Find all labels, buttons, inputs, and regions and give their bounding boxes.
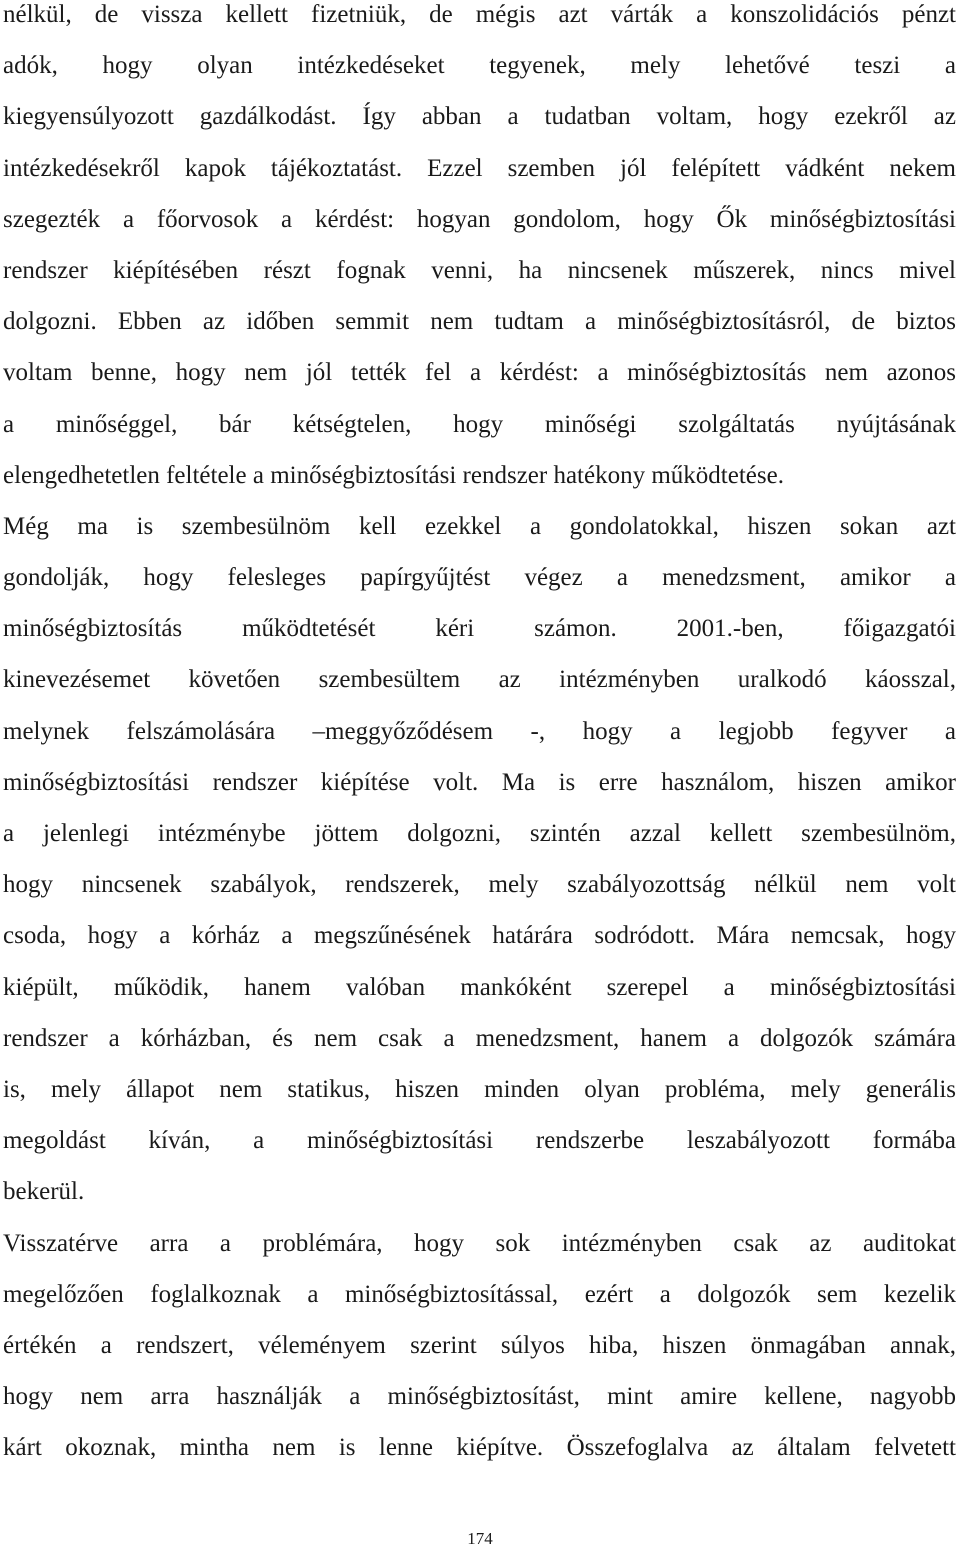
text-line: csoda, hogy a kórház a megszűnésének határára sodródott. Mára nemcsak, hogy xyxy=(3,922,956,950)
text-line: rendszer kiépítésében részt fognak venni, ha nincsenek műszerek, nincs mivel xyxy=(3,256,956,284)
text-line: nélkül, de vissza kellett fizetniük, de mégis azt várták a konszolidációs pénzt xyxy=(3,1,956,28)
text-line: kiépült, működik, hanem valóban mankóként szerepel a minőségbiztosítási xyxy=(3,973,956,1001)
text-line: megoldást kíván, a minőségbiztosítási rendszerbe leszabályozott formába xyxy=(3,1127,956,1155)
text-line: Még ma is szembesülnöm kell ezekkel a gondolatokkal, hiszen sokan azt xyxy=(3,512,956,540)
page-number: 174 xyxy=(467,1529,493,1548)
text-line: kiegyensúlyozott gazdálkodást. Így abban a tudatban voltam, hogy ezekről az xyxy=(3,103,956,131)
text-line: intézkedésekről kapok tájékoztatást. Ezzel szemben jól felépített vádként nekem xyxy=(3,154,956,182)
body-text xyxy=(3,0,956,1473)
text-line: kárt okoznak, mintha nem is lenne kiépítve. Összefoglalva az általam felvetett xyxy=(3,1434,956,1462)
text-line: elengedhetetlen feltétele a minőségbiztosítási rendszer hatékony működtetése. xyxy=(3,461,784,489)
text-line: melynek felszámolására –meggyőződésem -, hogy a legjobb fegyver a xyxy=(3,717,956,745)
text-line: rendszer a kórházban, és nem csak a menedzsment, hanem a dolgozók számára xyxy=(3,1024,956,1052)
text-line: a jelenlegi intézménybe jöttem dolgozni, szintén azzal kellett szembesülnöm, xyxy=(3,820,956,847)
text-line: adók, hogy olyan intézkedéseket tegyenek, mely lehetővé teszi a xyxy=(3,52,956,80)
text-line: voltam benne, hogy nem jól tették fel a kérdést: a minőségbiztosítás nem azonos xyxy=(3,359,956,387)
text-line: szegezték a főorvosok a kérdést: hogyan gondolom, hogy Ők minőségbiztosítási xyxy=(3,205,956,233)
text-line: bekerül. xyxy=(3,1178,85,1206)
text-line: hogy nem arra használják a minőségbiztosítást, mint amire kellene, nagyobb xyxy=(3,1383,956,1411)
text-line: értékén a rendszert, véleményem szerint súlyos hiba, hiszen önmagában annak, xyxy=(3,1331,956,1359)
text-line: kinevezésemet követően szembesültem az intézményben uralkodó káosszal, xyxy=(3,666,956,694)
text-line: gondolják, hogy felesleges papírgyűjtést végez a menedzsment, amikor a xyxy=(3,564,956,592)
text-line: Visszatérve arra a problémára, hogy sok intézményben csak az auditokat xyxy=(3,1229,956,1257)
text-line: is, mely állapot nem statikus, hiszen minden olyan probléma, mely generális xyxy=(3,1075,956,1103)
text-line: hogy nincsenek szabályok, rendszerek, mely szabályozottság nélkül nem volt xyxy=(3,871,956,899)
text-line: a minőséggel, bár kétségtelen, hogy minőségi szolgáltatás nyújtásának xyxy=(3,410,956,438)
text-line: dolgozni. Ebben az időben semmit nem tudtam a minőségbiztosításról, de biztos xyxy=(3,308,956,336)
text-line: minőségbiztosítás működtetését kéri számon. 2001.-ben, főigazgatói xyxy=(3,615,956,643)
text-line: megelőzően foglalkoznak a minőségbiztosítással, ezért a dolgozók sem kezelik xyxy=(3,1280,956,1308)
text-line: minőségbiztosítási rendszer kiépítése volt. Ma is erre használom, hiszen amikor xyxy=(3,768,956,796)
